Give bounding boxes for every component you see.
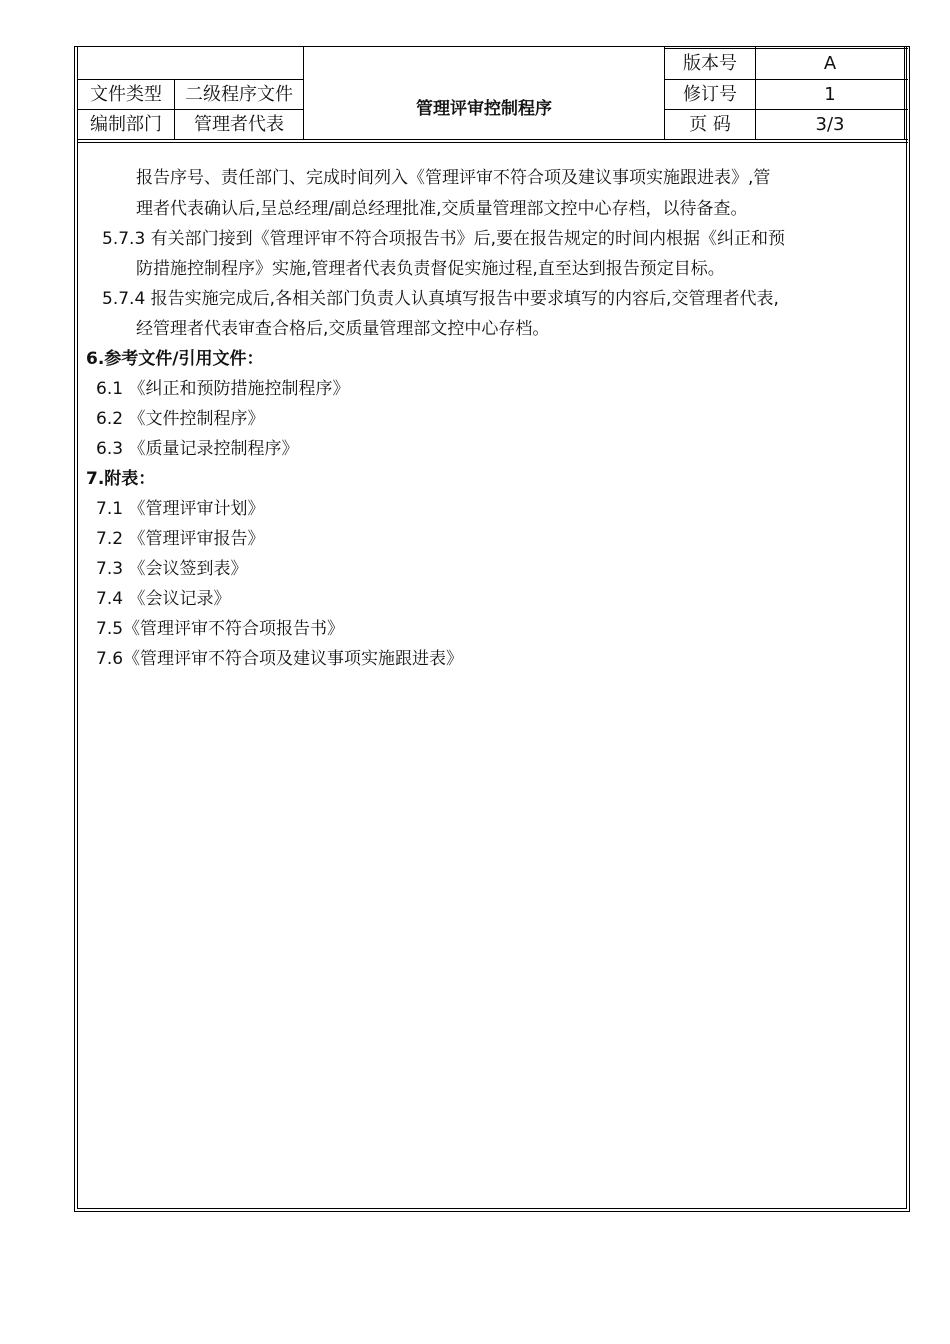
reference-item: 6.1 《纠正和预防措施控制程序》 [96, 379, 350, 399]
doc-type-value: 二级程序文件 [185, 83, 293, 105]
doc-type-label: 文件类型 [90, 83, 162, 105]
section-6-heading: 6.参考文件/引用文件： [86, 349, 264, 369]
paragraph-line: 理者代表确认后,呈总经理/副总经理批准,交质量管理部文控中心存档，以待备查。 [136, 199, 748, 219]
vline [904, 46, 905, 140]
reference-item: 6.3 《质量记录控制程序》 [96, 439, 299, 459]
paragraph-line: 报告序号、责任部门、完成时间列入《管理评审不符合项及建议事项实施跟进表》,管 [136, 168, 771, 188]
paragraph-line: 5.7.3 有关部门接到《管理评审不符合项报告书》后,要在报告规定的时间内根据《纠正和预 [102, 229, 786, 249]
section-7-heading: 7.附表： [86, 469, 156, 489]
appendix-item: 7.1 《管理评审计划》 [96, 499, 265, 519]
appendix-item: 7.4 《会议记录》 [96, 589, 231, 609]
page-label: 页 码 [689, 113, 731, 135]
version-value: A [823, 53, 837, 74]
hline [77, 142, 908, 143]
appendix-item: 7.5《管理评审不符合项报告书》 [96, 619, 345, 639]
reference-item: 6.2 《文件控制程序》 [96, 409, 265, 429]
paragraph-line: 5.7.4 报告实施完成后,各相关部门负责人认真填写报告中要求填写的内容后,交管理者代表, [102, 289, 779, 309]
dept-label: 编制部门 [90, 113, 162, 135]
dept-value: 管理者代表 [194, 113, 284, 135]
hline [77, 139, 908, 140]
document-title: 管理评审控制程序 [416, 99, 552, 119]
version-label: 版本号 [683, 53, 737, 74]
revision-value: 1 [824, 83, 836, 105]
appendix-item: 7.2 《管理评审报告》 [96, 529, 265, 549]
appendix-item: 7.6《管理评审不符合项及建议事项实施跟进表》 [96, 649, 464, 669]
paragraph-line: 经管理者代表审查合格后,交质量管理部文控中心存档。 [136, 319, 550, 339]
appendix-item: 7.3 《会议签到表》 [96, 559, 248, 579]
page-value: 3/3 [815, 113, 845, 135]
revision-label: 修订号 [683, 83, 737, 105]
paragraph-line: 防措施控制程序》实施,管理者代表负责督促实施过程,直至达到报告预定目标。 [136, 259, 725, 279]
